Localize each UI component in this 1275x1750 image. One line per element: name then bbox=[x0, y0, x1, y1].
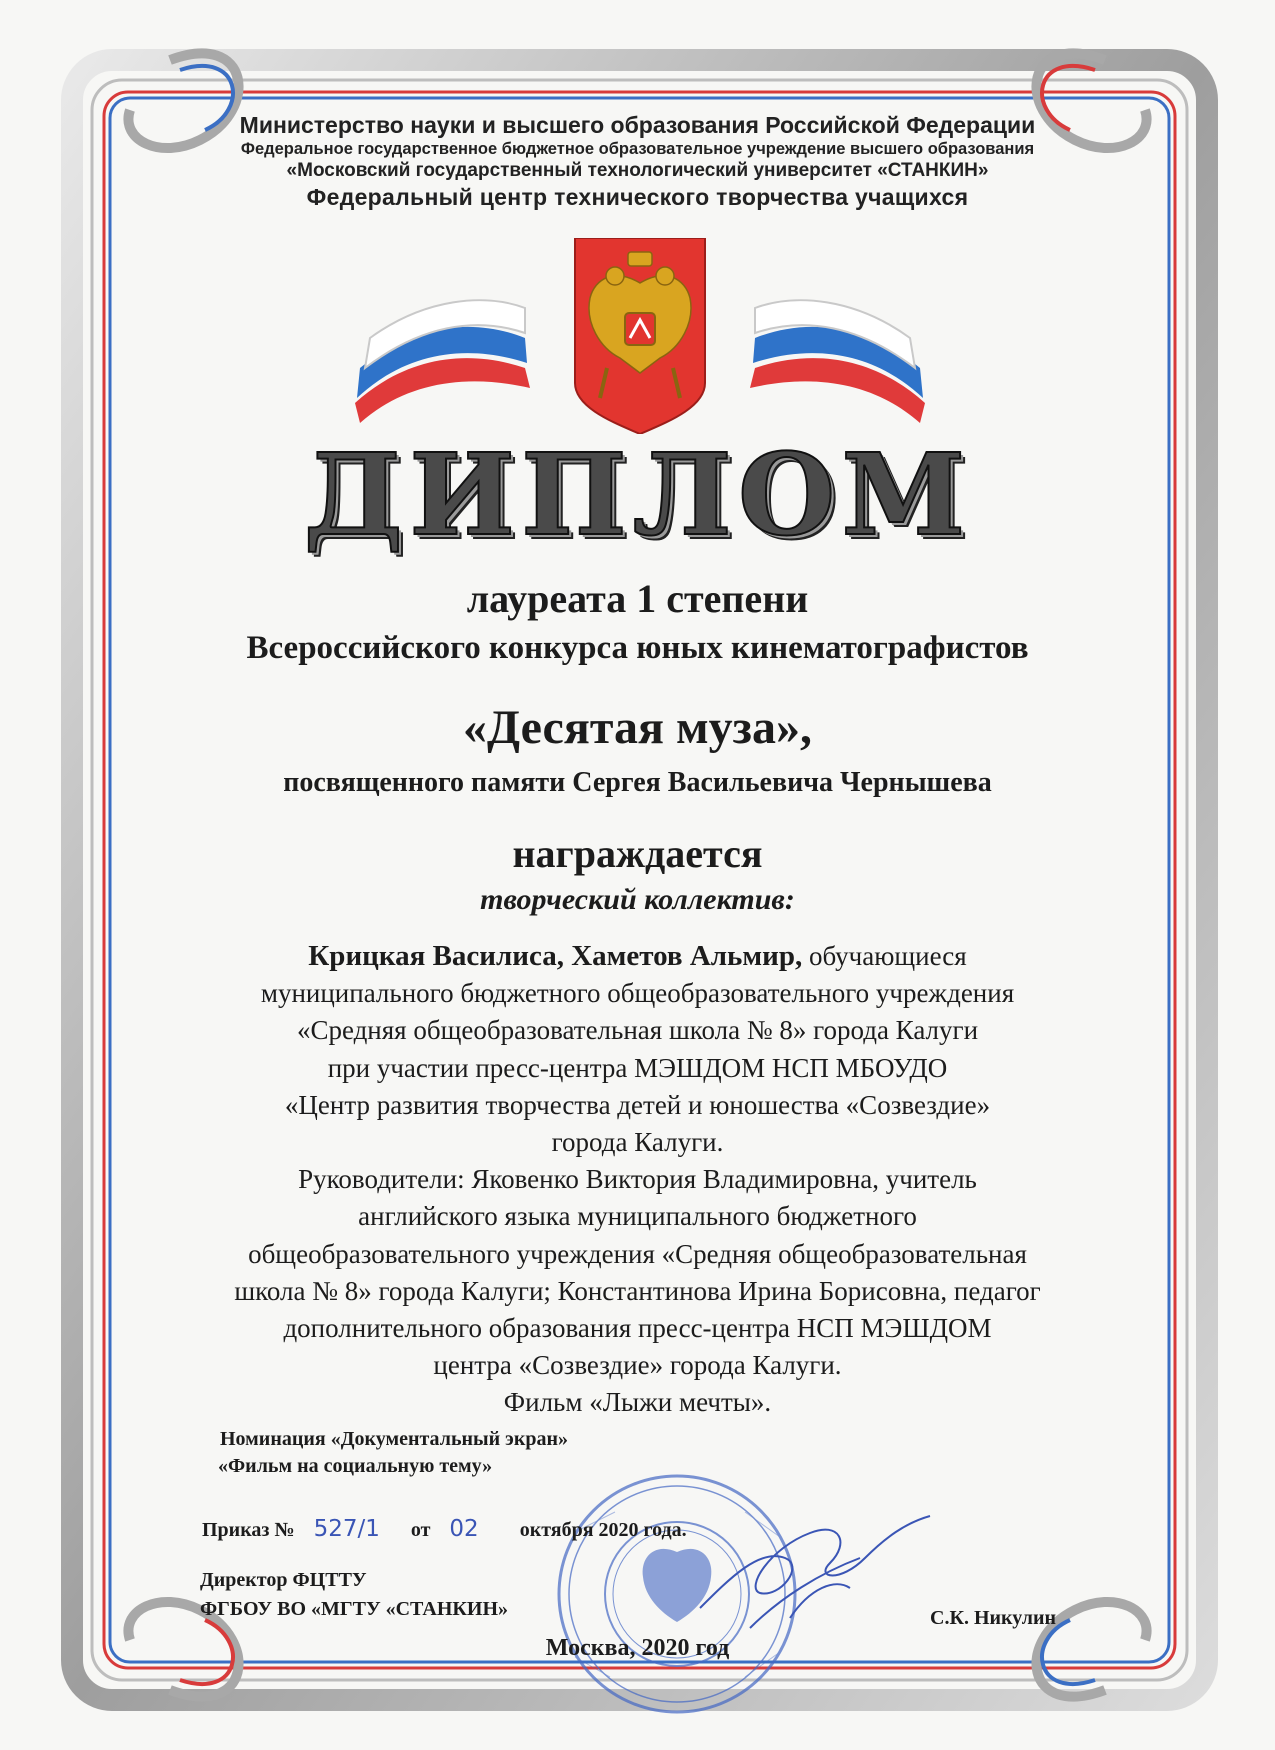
award-body bbox=[0, 938, 1275, 1422]
body-line: английского языка муниципального бюджетного bbox=[358, 1201, 917, 1232]
city-and-year: Москва, 2020 год bbox=[545, 1635, 730, 1661]
body-line: при участии пресс-центра МЭШДОМ НСП МБОУДО bbox=[327, 1052, 948, 1083]
order-from: от bbox=[410, 1519, 431, 1541]
director-organization: ФГБОУ ВО «МГТУ «СТАНКИН» bbox=[200, 1598, 509, 1620]
film-title-line: Фильм «Лыжи мечты». bbox=[503, 1387, 772, 1418]
awarded-heading: награждается bbox=[512, 831, 763, 876]
body-line: города Калуги. bbox=[551, 1127, 724, 1158]
handwritten-signature-icon bbox=[690, 1488, 935, 1638]
body-line: школа № 8» города Калуги; Константинова Ирина Борисовна, педагог bbox=[234, 1275, 1041, 1306]
collective-heading: творческий коллектив: bbox=[480, 883, 795, 916]
ministry-line: Министерство науки и высшего образования Российской Федерации bbox=[239, 112, 1036, 138]
institution-type-line: Федеральное государственное бюджетное образовательное учреждение высшего образования bbox=[240, 140, 1035, 158]
contest-title: «Десятая муза», bbox=[463, 701, 812, 754]
body-line: центра «Созвездие» города Калуги. bbox=[433, 1350, 842, 1381]
body-line: муниципального бюджетного общеобразовательного учреждения bbox=[260, 978, 1015, 1009]
order-number: 527/1 bbox=[313, 1516, 380, 1542]
order-day: 02 bbox=[449, 1516, 479, 1542]
participants-line bbox=[0, 938, 1275, 975]
center-name-line: Федеральный центр технического творчества учащихся bbox=[306, 184, 969, 210]
order-month-year: октября 2020 года. bbox=[519, 1519, 687, 1541]
nomination-line: Номинация «Документальный экран» bbox=[220, 1428, 568, 1450]
russian-coat-of-arms-icon bbox=[345, 238, 935, 434]
signer-name: С.К. Никулин bbox=[930, 1607, 1057, 1629]
memorial-dedication: посвященного памяти Сергея Васильевича Чернышева bbox=[283, 767, 992, 798]
diploma-title: ДИПЛОМ bbox=[303, 430, 972, 561]
university-name-line: «Московский государственный технологический университет «СТАНКИН» bbox=[286, 160, 989, 181]
body-line: общеобразовательного учреждения «Средняя общеобразовательная bbox=[248, 1238, 1027, 1269]
order-line bbox=[202, 1516, 687, 1542]
contest-name: Всероссийского конкурса юных кинематографистов bbox=[246, 630, 1029, 666]
laureate-degree: лауреата 1 степени bbox=[466, 576, 809, 621]
body-line: «Центр развития творчества детей и юношества «Созвездие» bbox=[284, 1089, 991, 1120]
director-title: Директор ФЦТТУ bbox=[200, 1569, 367, 1591]
participant-names: Крицкая Василиса, Хаметов Альмир, bbox=[308, 940, 803, 972]
participants-role: обучающиеся bbox=[802, 941, 967, 971]
body-line: дополнительного образования пресс-центра НСП МЭШДОМ bbox=[283, 1313, 992, 1344]
body-line: Руководители: Яковенко Виктория Владимировна, учитель bbox=[298, 1164, 977, 1195]
nomination-subline: «Фильм на социальную тему» bbox=[218, 1455, 493, 1477]
order-label: Приказ № bbox=[202, 1519, 295, 1541]
body-line: «Средняя общеобразовательная школа № 8» города Калуги bbox=[296, 1015, 979, 1046]
